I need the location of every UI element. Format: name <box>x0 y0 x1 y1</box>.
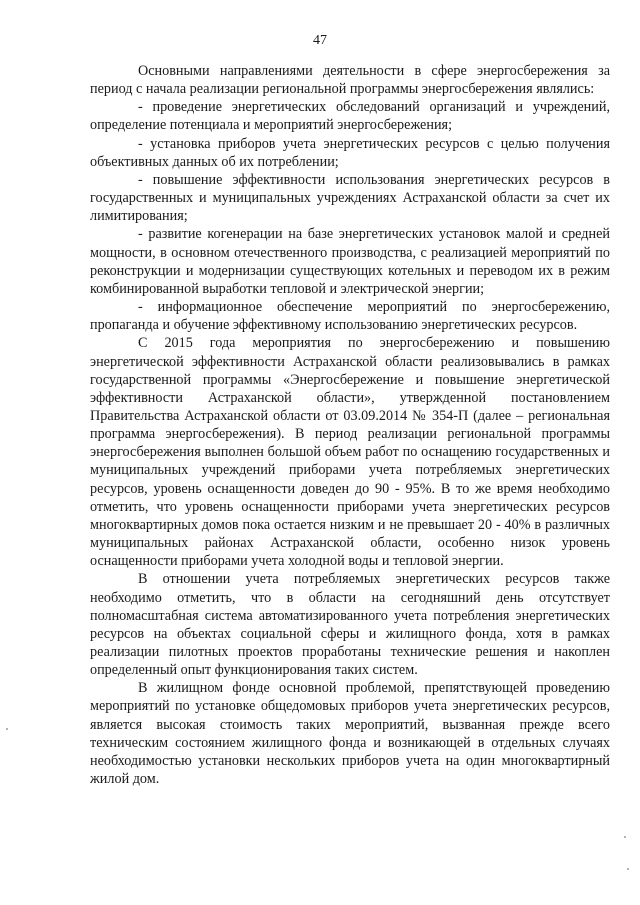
bullet-information-support: - информационное обеспечение мероприятий по энергосбережению, пропаганда и обучение эффективному использованию энергетических ресурсов. <box>90 299 610 334</box>
scan-speck <box>624 836 626 838</box>
bullet-cogeneration: - развитие когенерации на базе энергетических установок малой и средней мощности, в основном отечественного производства, с реализацией мероприятий по реконструкции и модернизации существующих котельных и переводом их в режим комбинированной выработки тепловой и электрической энергии; <box>90 226 610 297</box>
page-number: 47 <box>313 33 327 48</box>
scan-speck <box>6 728 8 730</box>
bullet-meter-installation: - установка приборов учета энергетических ресурсов с целью получения объективных данных об их потреблении; <box>90 135 610 170</box>
paragraph-metering-system: В отношении учета потребляемых энергетических ресурсов также необходимо отметить, что в области на сегодняшний день отсутствует полномасштабная система автоматизированного учета потребления энергетических ресурсов на объектах социальной сферы и жилищного фонда, хотя в рамках реализации пилотных проектов проработаны технические решения и накоплен определенный опыт функционирования таких систем. <box>90 571 610 679</box>
bullet-energy-audits: - проведение энергетических обследований организаций и учреждений, определение потенциала и мероприятий энергосбережения; <box>90 99 610 134</box>
scan-speck <box>627 868 629 870</box>
document-body <box>90 62 610 788</box>
paragraph-program-2015: С 2015 года мероприятия по энергосбережению и повышению энергетической эффективности Астраханской области реализовывались в рамках государственной программы «Энергосбережение и повышение энергетической эффективности Астраханской области», утвержденной постановлением Правительства Астраханской области от 03.09.2014 № 354-П (далее – региональная программа энергосбережения). В период реализации региональной программы энергосбережения выполнен большой объем работ по оснащению государственных и муниципальных учреждений приборами учета потребляемых энергетических ресурсов, уровень оснащенности доведен до 90 - 95%. В то же время необходимо отметить, что уровень оснащенности приборами учета энергетических ресурсов многоквартирных домов пока остается низким и не превышает 20 - 40% в различных муниципальных районах Астраханской области, особенно низок уровень оснащенности приборами учета холодной воды и тепловой энергии. <box>90 335 610 570</box>
paragraph-intro: Основными направлениями деятельности в сфере энергосбережения за период с начала реализации региональной программы энергосбережения являлись: <box>90 63 610 98</box>
bullet-efficiency-limits: - повышение эффективности использования энергетических ресурсов в государственных и муниципальных учреждениях Астраханской области за счет их лимитирования; <box>90 171 610 225</box>
paragraph-housing-problem: В жилищном фонде основной проблемой, препятствующей проведению мероприятий по установке общедомовых приборов учета энергетических ресурсов, является высокая стоимость таких мероприятий, вызванная прежде всего техническим состоянием жилищного фонда и возникающей в отдельных случаях необходимостью установки нескольких приборов учета на один многоквартирный жилой дом. <box>90 680 610 788</box>
